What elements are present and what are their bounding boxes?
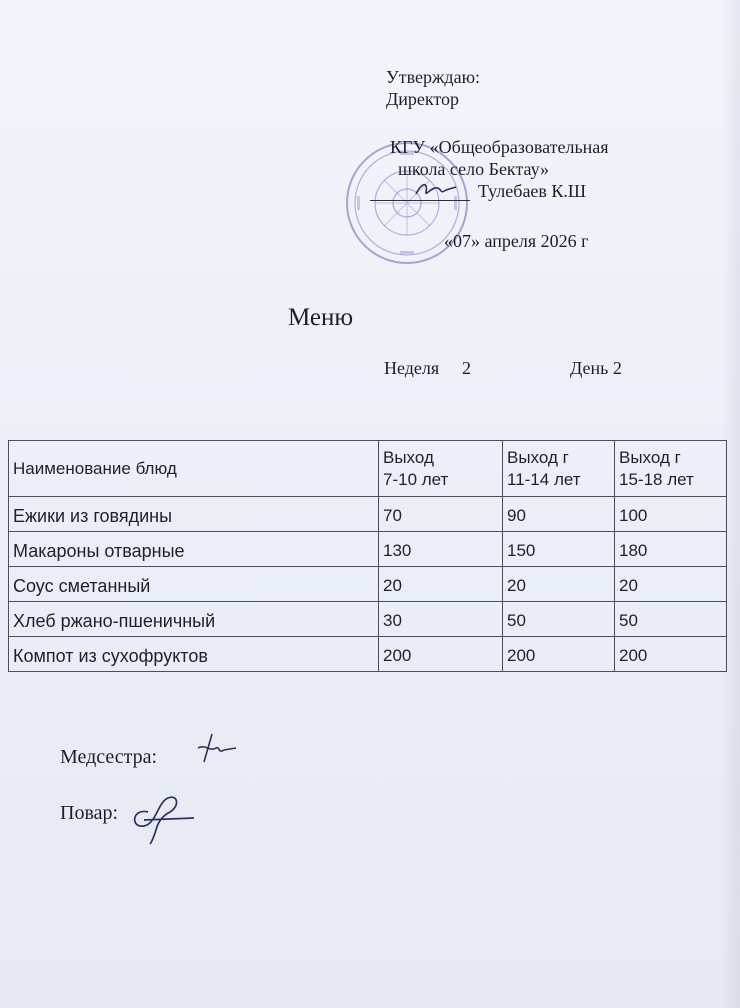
nurse-label: Медсестра: xyxy=(60,746,158,768)
table-row xyxy=(9,497,727,532)
portion-7-10: 30 xyxy=(379,602,503,637)
portion-11-14: 50 xyxy=(503,602,615,637)
portion-11-14: 90 xyxy=(503,497,615,532)
approval-date: «07» апреля 2026 г xyxy=(444,231,589,251)
nurse-signature-icon xyxy=(190,728,240,768)
table-row xyxy=(9,567,727,602)
menu-table xyxy=(8,440,727,672)
table-row xyxy=(9,637,727,672)
portion-15-18: 20 xyxy=(615,567,727,602)
portion-7-10: 70 xyxy=(379,497,503,532)
portion-7-10: 20 xyxy=(379,567,503,602)
cook-signature-icon xyxy=(122,782,198,848)
approval-title: Утверждаю: xyxy=(386,67,481,87)
day-label: День 2 xyxy=(570,358,622,378)
table-row xyxy=(9,602,727,637)
dish-name: Компот из сухофруктов xyxy=(9,637,379,672)
portion-11-14: 150 xyxy=(503,532,615,567)
header-portion-11-14-text: Выход г 11-14 лет xyxy=(507,448,581,489)
portion-15-18: 100 xyxy=(615,497,727,532)
dish-name: Хлеб ржано-пшеничный xyxy=(9,602,379,637)
table-header-row xyxy=(9,441,727,497)
director-signature-icon xyxy=(410,178,470,200)
portion-11-14: 20 xyxy=(503,567,615,602)
dish-name: Соус сметанный xyxy=(9,567,379,602)
approval-org-line1: КГУ «Общеобразовательная xyxy=(390,137,609,157)
portion-11-14: 200 xyxy=(503,637,615,672)
week-value: 2 xyxy=(462,358,471,378)
header-portion-11-14 xyxy=(503,441,615,497)
menu-title: Меню xyxy=(288,304,354,331)
table-row xyxy=(9,532,727,567)
cook-label: Повар: xyxy=(60,802,119,824)
approval-org-line2: школа село Бектау» xyxy=(398,159,550,179)
approval-position: Директор xyxy=(386,89,460,109)
portion-15-18: 50 xyxy=(615,602,727,637)
header-portion-15-18 xyxy=(615,441,727,497)
portion-15-18: 200 xyxy=(615,637,727,672)
header-dish-name: Наименование блюд xyxy=(9,441,379,497)
header-portion-7-10 xyxy=(379,441,503,497)
portion-15-18: 180 xyxy=(615,532,727,567)
director-name: Тулебаев К.Ш xyxy=(478,181,587,201)
week-label: Неделя xyxy=(384,358,440,378)
portion-7-10: 200 xyxy=(379,637,503,672)
portion-7-10: 130 xyxy=(379,532,503,567)
header-portion-7-10-text: Выход 7-10 лет xyxy=(383,448,449,489)
dish-name: Макароны отварные xyxy=(9,532,379,567)
dish-name: Ежики из говядины xyxy=(9,497,379,532)
header-portion-15-18-text: Выход г 15-18 лет xyxy=(619,448,694,489)
